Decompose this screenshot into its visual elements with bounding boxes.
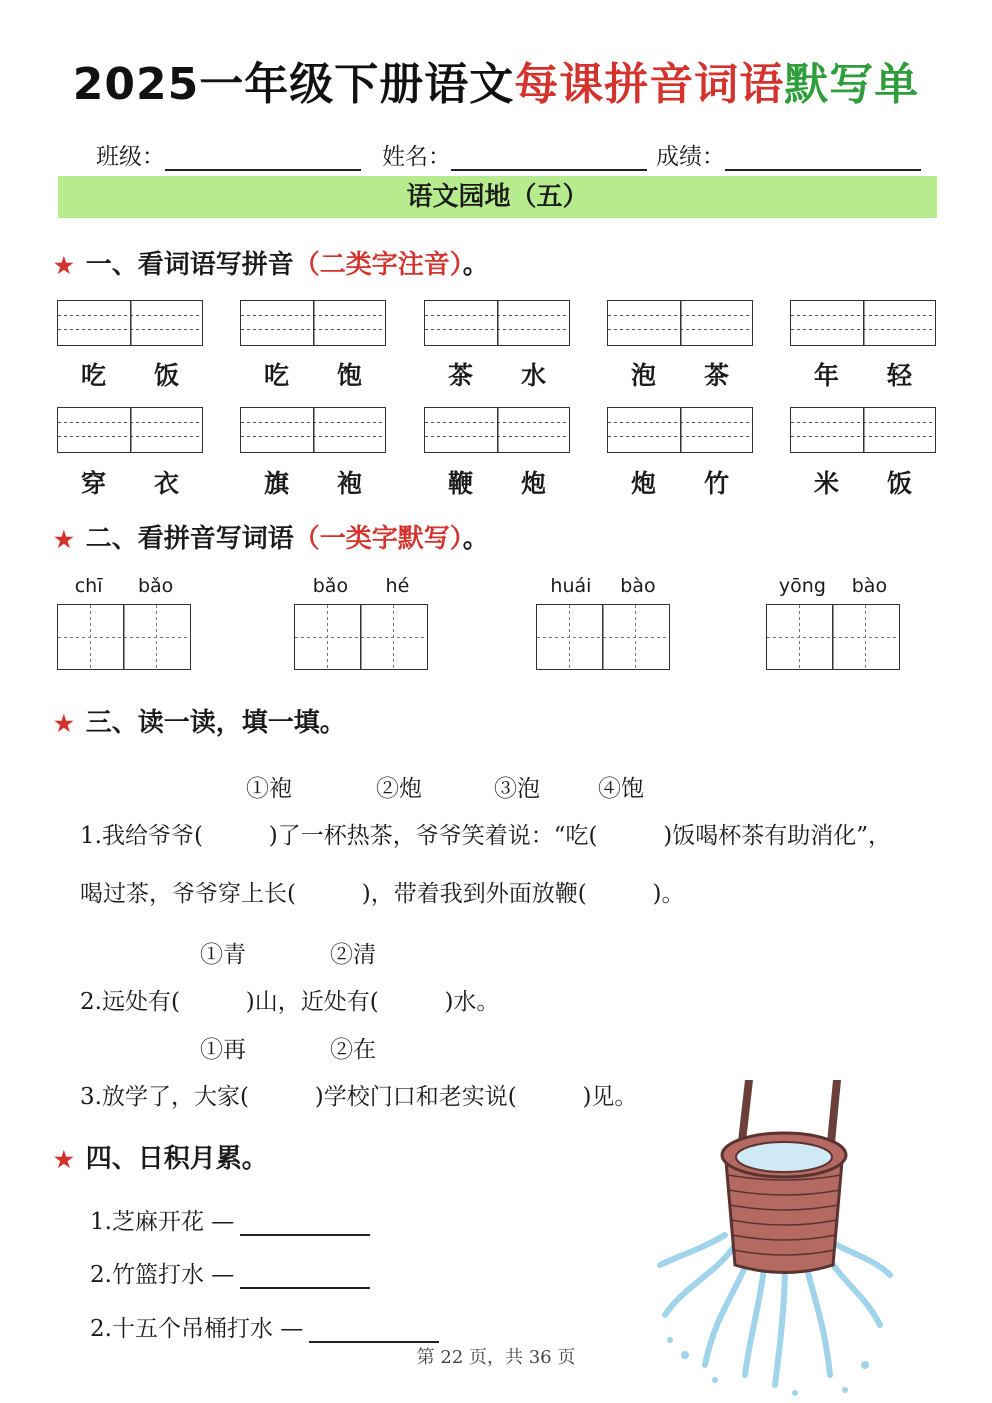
pinyin-box[interactable] <box>424 300 570 346</box>
name-field <box>382 138 647 171</box>
pinyin-box[interactable] <box>240 407 386 453</box>
q1-option: ①袍 <box>246 776 292 802</box>
pinyin-box[interactable] <box>790 407 936 453</box>
name-blank[interactable] <box>451 145 647 171</box>
word-item: 炮 竹 <box>630 469 729 498</box>
section2-title: 二、看拼音写词语 <box>85 524 294 554</box>
section3-title: 三、读一读，填一填。 <box>85 708 346 738</box>
pinyin-label: yōng bào <box>778 575 888 597</box>
basket-water <box>736 1142 832 1172</box>
q1-line2: 喝过茶，爷爷穿上长( )，带着我到外面放鞭( )。 <box>80 881 685 907</box>
pinyin-box[interactable] <box>790 300 936 346</box>
pinyin-box[interactable] <box>607 407 753 453</box>
q3-option: ②在 <box>330 1037 376 1063</box>
word-item: 穿 衣 <box>80 469 179 498</box>
idiom-blank[interactable] <box>240 1214 370 1236</box>
pinyin-box[interactable] <box>240 300 386 346</box>
pinyin-label: chī bǎo <box>74 575 174 597</box>
q3-option: ①再 <box>200 1037 246 1063</box>
q3-line: 3.放学了，大家( )学校门口和老实说( )见。 <box>80 1084 638 1110</box>
section1-note: （二类字注音） <box>293 250 463 280</box>
word-item: 旗 袍 <box>263 469 362 498</box>
name-label: 姓名： <box>382 144 451 170</box>
page-title <box>0 48 992 112</box>
word-item: 年 轻 <box>813 361 912 390</box>
q2-option: ①青 <box>200 942 246 968</box>
tianzi-box[interactable] <box>294 604 428 670</box>
section2-end: 。 <box>462 524 489 554</box>
pinyin-box[interactable] <box>57 407 203 453</box>
q1-line1: 1.我给爷爷( )了一杯热茶，爷爷笑着说：“吃( )饭喝杯茶有助消化”， <box>80 823 891 849</box>
word-item: 吃 饭 <box>80 361 179 390</box>
section1-heading <box>54 244 489 281</box>
idiom-item: 2.竹篮打水 — <box>90 1256 370 1289</box>
section1-end: 。 <box>462 250 489 280</box>
word-item: 米 饭 <box>813 469 912 498</box>
idiom-blank[interactable] <box>309 1321 439 1343</box>
section2-note: （一类字默写） <box>293 524 463 554</box>
word-item: 泡 茶 <box>630 361 729 390</box>
tianzi-box[interactable] <box>57 604 191 670</box>
tianzi-box[interactable] <box>536 604 670 670</box>
page-number: 第 22 页，共 36 页 <box>416 1347 576 1368</box>
q1-option: ②炮 <box>376 776 422 802</box>
word-item: 茶 水 <box>447 361 546 390</box>
title-part1: 2025一年级下册语文 <box>72 59 515 110</box>
class-field <box>96 138 361 171</box>
idiom-item: 2.十五个吊桶打水 — <box>90 1310 439 1343</box>
pinyin-label: bǎo hé <box>312 575 410 597</box>
section4-title: 四、日积月累。 <box>85 1144 268 1174</box>
word-item: 鞭 炮 <box>447 469 546 498</box>
idiom-blank[interactable] <box>240 1267 370 1289</box>
star-icon: ★ <box>54 253 74 279</box>
class-label: 班级： <box>96 144 165 170</box>
section4-heading <box>54 1138 268 1175</box>
section3-heading <box>54 702 346 739</box>
word-item: 吃 饱 <box>263 361 362 390</box>
idiom-item: 1.芝麻开花 — <box>90 1203 370 1236</box>
q2-option: ②清 <box>330 942 376 968</box>
star-icon: ★ <box>54 1147 74 1173</box>
pinyin-box[interactable] <box>607 300 753 346</box>
q1-option: ③泡 <box>494 776 540 802</box>
score-blank[interactable] <box>725 145 921 171</box>
q1-option: ④饱 <box>598 776 644 802</box>
score-field <box>656 138 921 171</box>
star-icon: ★ <box>54 711 74 737</box>
lesson-banner: 语文园地（五） <box>58 176 937 218</box>
pinyin-box[interactable] <box>424 407 570 453</box>
q2-line: 2.远处有( )山，近处有( )水。 <box>80 989 500 1015</box>
class-blank[interactable] <box>165 145 361 171</box>
score-label: 成绩： <box>656 144 725 170</box>
tianzi-box[interactable] <box>766 604 900 670</box>
pinyin-label: huái bào <box>550 575 656 597</box>
pinyin-box[interactable] <box>57 300 203 346</box>
star-icon: ★ <box>54 527 74 553</box>
title-part2: 每课拼音词语 <box>514 59 785 110</box>
section1-title: 一、看词语写拼音 <box>85 250 294 280</box>
section2-heading <box>54 518 489 555</box>
title-part3: 默写单 <box>784 59 920 110</box>
